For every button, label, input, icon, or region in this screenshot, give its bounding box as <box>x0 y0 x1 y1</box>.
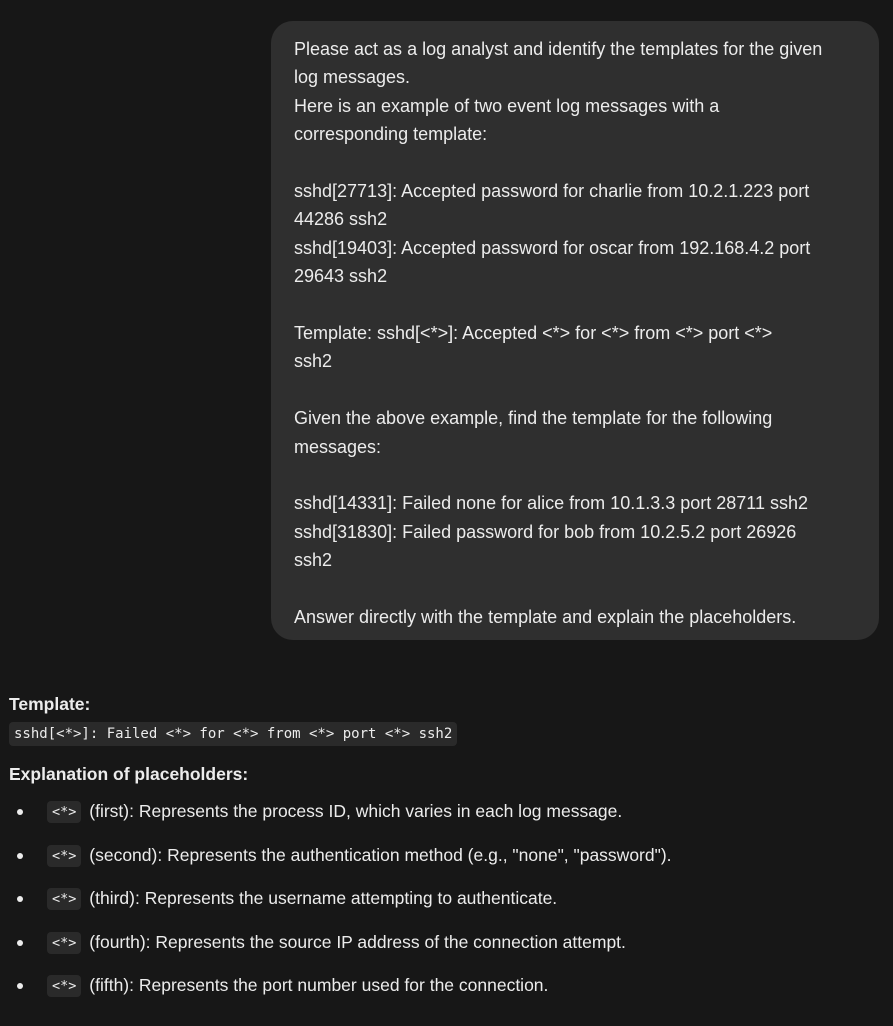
placeholder-code: <*> <box>47 888 81 910</box>
placeholder-code: <*> <box>47 801 81 823</box>
user-text-line: log messages. <box>294 67 411 88</box>
template-code: sshd[<*>]: Failed <*> for <*> from <*> port <*> ssh2 <box>9 722 457 746</box>
task-line: Given the above example, find the template for the following <box>294 408 773 429</box>
placeholder-code: <*> <box>47 975 81 997</box>
target-log-line: sshd[31830]: Failed password for bob from 10.2.5.2 port 26926 <box>294 521 797 542</box>
list-item <box>9 798 885 842</box>
target-log-line: sshd[14331]: Failed none for alice from 10.1.3.3 port 28711 ssh2 <box>294 493 808 514</box>
bullet-icon <box>17 853 23 859</box>
template-heading: Template: <box>9 694 91 714</box>
list-item <box>9 885 885 929</box>
task-line: messages: <box>294 436 382 457</box>
example-log-line: sshd[19403]: Accepted password for oscar from 192.168.4.2 port <box>294 237 811 258</box>
list-item <box>9 929 885 973</box>
placeholder-code: <*> <box>47 845 81 867</box>
bullet-icon <box>17 896 23 902</box>
placeholder-description: (third): Represents the username attempting to authenticate. <box>89 888 558 908</box>
explanation-heading: Explanation of placeholders: <box>9 764 249 784</box>
bullet-icon <box>17 940 23 946</box>
list-item <box>9 842 885 886</box>
list-item <box>9 972 885 1016</box>
paragraph-gap <box>294 575 855 603</box>
example-log-line: sshd[27713]: Accepted password for charlie from 10.2.1.223 port <box>294 181 810 202</box>
instruction-line: Answer directly with the template and explain the placeholders. <box>294 607 797 628</box>
user-message-bubble <box>271 21 879 640</box>
user-text-line: Please act as a log analyst and identify the templates for the given <box>294 39 823 59</box>
paragraph-gap <box>294 291 855 319</box>
placeholder-code: <*> <box>47 932 81 954</box>
paragraph-gap <box>294 376 855 404</box>
paragraph-gap <box>294 461 855 489</box>
example-log-line: 44286 ssh2 <box>294 209 388 230</box>
user-text-line: corresponding template: <box>294 124 488 145</box>
paragraph-gap <box>294 149 855 177</box>
placeholder-description: (fourth): Represents the source IP address of the connection attempt. <box>89 931 626 952</box>
user-text-line: Here is an example of two event log messages with a <box>294 95 720 116</box>
placeholder-description: (fifth): Represents the port number used for the connection. <box>89 975 549 995</box>
placeholder-description: (first): Represents the process ID, which varies in each log message. <box>89 801 623 821</box>
bullet-icon <box>17 809 23 815</box>
example-template-line: Template: sshd[<*>]: Accepted <*> for <*> from <*> port <*> <box>294 323 773 344</box>
example-template-line: ssh2 <box>294 351 333 372</box>
example-log-line: 29643 ssh2 <box>294 266 388 287</box>
placeholder-description: (second): Represents the authentication method (e.g., "none", "password"). <box>89 844 672 865</box>
bullet-icon <box>17 983 23 989</box>
target-log-line: ssh2 <box>294 550 333 571</box>
placeholder-list <box>9 798 885 1016</box>
assistant-message <box>9 690 885 1016</box>
